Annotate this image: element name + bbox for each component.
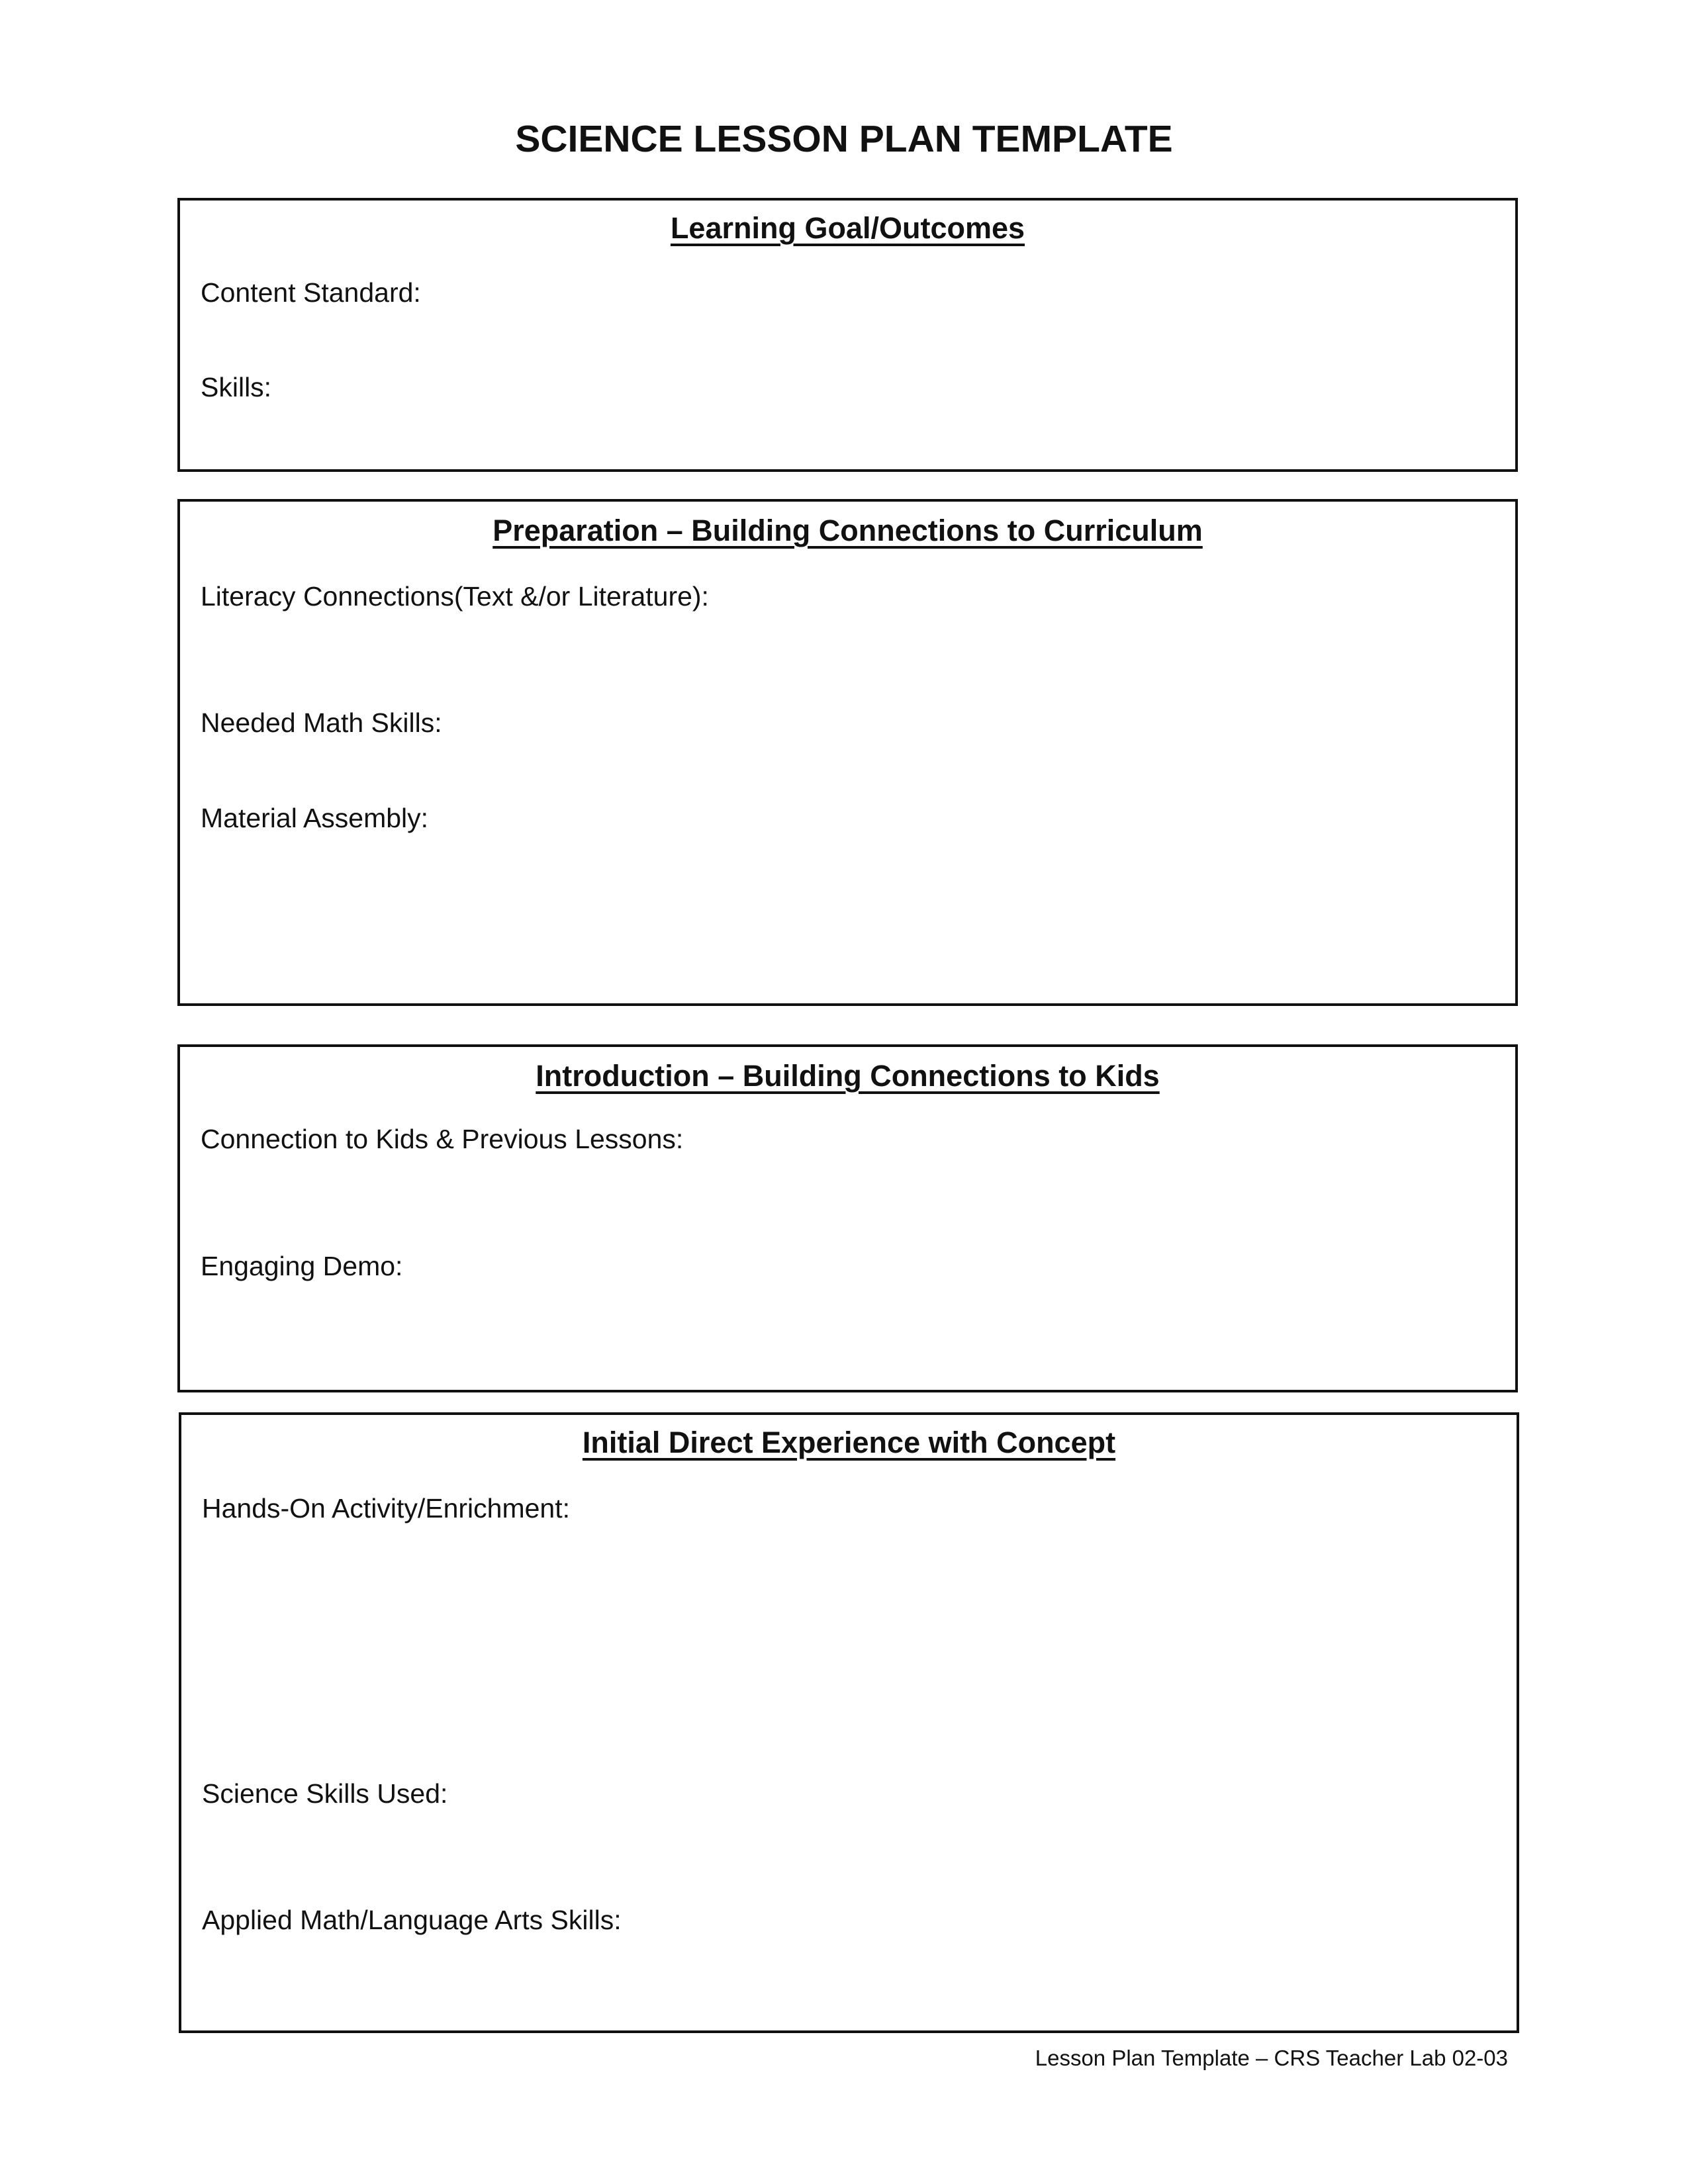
- skills-label: Skills:: [201, 372, 272, 402]
- section-learning-goal: [177, 198, 1518, 472]
- content-standard-label: Content Standard:: [201, 277, 421, 308]
- hands-on-activity-label: Hands-On Activity/Enrichment:: [202, 1493, 570, 1524]
- section-heading: Introduction – Building Connections to Kids: [536, 1059, 1160, 1093]
- section-introduction: [177, 1044, 1518, 1392]
- page-footer: Lesson Plan Template – CRS Teacher Lab 02-03: [1035, 2046, 1508, 2070]
- literacy-connections-label: Literacy Connections(Text &/or Literature):: [201, 581, 709, 612]
- section-preparation: [177, 499, 1518, 1006]
- page-title: SCIENCE LESSON PLAN TEMPLATE: [515, 118, 1173, 160]
- engaging-demo-label: Engaging Demo:: [201, 1251, 403, 1281]
- needed-math-skills-label: Needed Math Skills:: [201, 707, 442, 738]
- section-heading: Preparation – Building Connections to Curriculum: [492, 514, 1203, 547]
- applied-math-language-arts-label: Applied Math/Language Arts Skills:: [202, 1905, 622, 1935]
- section-direct-experience: [179, 1412, 1519, 2033]
- section-heading: Initial Direct Experience with Concept: [582, 1426, 1116, 1459]
- science-skills-used-label: Science Skills Used:: [202, 1778, 448, 1809]
- material-assembly-label: Material Assembly:: [201, 803, 429, 833]
- section-heading: Learning Goal/Outcomes: [670, 211, 1025, 245]
- connection-to-kids-label: Connection to Kids & Previous Lessons:: [201, 1124, 684, 1154]
